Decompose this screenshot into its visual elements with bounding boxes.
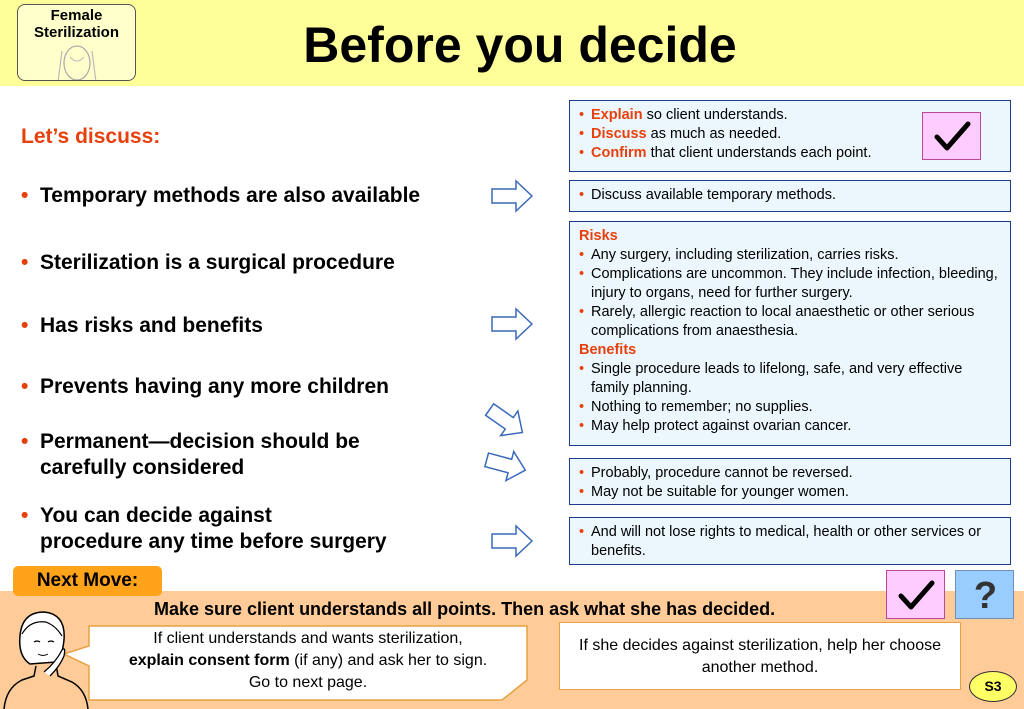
point-text: Temporary methods are also available (40, 184, 421, 207)
point-temporary (21, 183, 420, 209)
risks-benefits-box (569, 221, 1011, 446)
list-item: • Single procedure leads to lifelong, safe, and very effective family planning. (579, 360, 1002, 398)
point-decide-against (21, 503, 387, 555)
list-item: • Discuss available temporary methods. (579, 186, 1002, 205)
point-no-more-children (21, 374, 389, 400)
logo-line-1: Female (50, 7, 103, 24)
point-risks-benefits (21, 313, 263, 339)
point-surgical (21, 250, 395, 276)
decides-against-box: If she decides against sterilization, help her choose another method. (559, 622, 961, 690)
list-item: • Rarely, allergic reaction to local anaesthetic or other serious complications from anaesthesia. (579, 303, 1002, 341)
question-button[interactable] (955, 570, 1014, 619)
rights-box (569, 517, 1011, 565)
list-item: • May help protect against ovarian cancer. (579, 417, 1002, 436)
logo-label (18, 7, 135, 41)
logo-line-2: Sterilization (33, 24, 119, 41)
point-text: Sterilization is a surgical procedure (40, 251, 395, 274)
bullet: • (21, 251, 29, 274)
consent-instruction: If client understands and wants sterilization, explain consent form (if any) and ask her to sign. Go to next page. (128, 630, 488, 691)
page-title: Before you decide (303, 17, 737, 73)
next-move-instruction: Make sure client understands all points. Then ask what she has decided. (154, 599, 776, 619)
arrow-right-icon (490, 179, 534, 213)
next-move-label: Next Move: (13, 566, 162, 596)
question-icon (956, 571, 1015, 620)
point-text-line-1: Permanent—decision should be (40, 430, 360, 453)
point-text: Has risks and benefits (40, 314, 263, 337)
list-item: • Nothing to remember; no supplies. (579, 398, 1002, 417)
list-item: • Complications are uncommon. They include infection, bleeding, injury to organs, need for further surgery. (579, 265, 1002, 303)
arrow-down-right-icon (484, 402, 528, 440)
bullet: • (21, 375, 29, 398)
temporary-methods-box (569, 180, 1011, 212)
risks-heading: Risks (579, 228, 618, 244)
point-text-line-2: carefully considered (40, 456, 245, 479)
list-item: • Any surgery, including sterilization, carries risks. (579, 246, 1002, 265)
bullet: • (21, 184, 29, 207)
arrow-right-icon (490, 524, 534, 558)
checkmark-icon (887, 571, 946, 620)
list-item: • May not be suitable for younger women. (579, 483, 1002, 502)
bullet: • (21, 314, 29, 337)
page-code-badge: S3 (969, 671, 1017, 702)
list-item: • Probably, procedure cannot be reversed. (579, 464, 1002, 483)
point-text-line-1: You can decide against (40, 504, 272, 527)
arrow-right-icon (484, 446, 528, 484)
list-item: • Discuss as much as needed. (579, 125, 1002, 144)
benefits-heading: Benefits (579, 342, 637, 358)
point-text: Prevents having any more children (40, 375, 389, 398)
list-item: • Explain so client understands. (579, 106, 1002, 125)
discuss-heading: Let’s discuss: (21, 125, 161, 148)
bullet: • (21, 430, 29, 453)
check-badge (922, 112, 981, 160)
point-permanent (21, 429, 360, 481)
checkmark-icon (923, 113, 982, 161)
arrow-right-icon (490, 307, 534, 341)
point-text-line-2: procedure any time before surgery (40, 530, 387, 553)
list-item: • And will not lose rights to medical, health or other services or benefits. (579, 523, 1002, 561)
woman-illustration (0, 606, 92, 709)
bullet: • (21, 504, 29, 527)
permanent-box (569, 458, 1011, 505)
list-item: • Confirm that client understands each point. (579, 144, 1002, 163)
yes-check-button[interactable] (886, 570, 945, 619)
svg-text:?: ? (973, 575, 998, 617)
